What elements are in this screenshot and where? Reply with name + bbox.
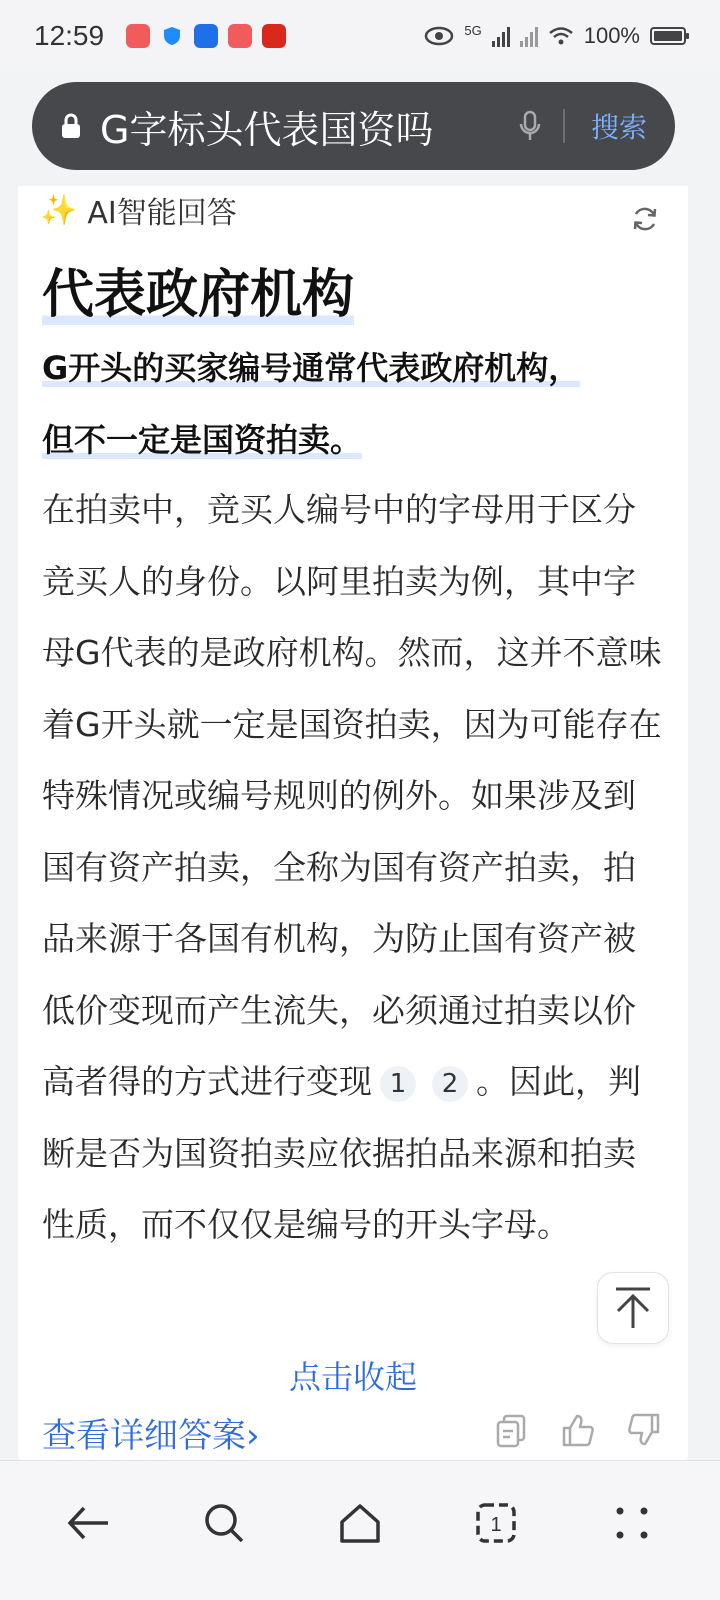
home-icon — [338, 1502, 382, 1544]
search-icon — [203, 1502, 245, 1544]
view-detail-link[interactable] — [42, 1408, 260, 1457]
answer-title — [42, 252, 354, 327]
answer-title-text: 代表政府机构 — [42, 265, 355, 325]
ai-answer-header — [40, 186, 237, 234]
answer-summary — [42, 332, 662, 476]
microphone-icon[interactable] — [519, 110, 541, 142]
citation-badge[interactable]: 2 — [432, 1066, 468, 1102]
red-bag-icon — [126, 24, 150, 48]
lock-icon — [60, 113, 82, 139]
bottom-navigation — [0, 1460, 720, 1600]
answer-body-text: 。因此，判断是否为国资拍卖应依据拍品来源和拍卖性质，而不仅仅是编号的开头字母。 — [42, 1062, 641, 1244]
summary-line: G开头的买家编号通常代表政府机构， — [42, 349, 581, 387]
shield-icon — [160, 24, 184, 48]
eye-icon — [424, 26, 454, 46]
copy-icon[interactable] — [494, 1412, 530, 1448]
signal-icon — [520, 25, 538, 47]
view-detail-label: 查看详细答案 — [42, 1416, 246, 1456]
network-type: 5G — [464, 23, 482, 38]
wifi-icon — [548, 26, 574, 46]
blue-app-icon — [194, 24, 218, 48]
battery-icon — [650, 27, 686, 45]
chevron-right-icon: › — [246, 1416, 260, 1456]
status-time: 12:59 — [34, 20, 105, 51]
search-input[interactable]: G字标头代表国资吗 — [100, 107, 434, 152]
answer-body-text: 在拍卖中，竞买人编号中的字母用于区分竞买人的身份。以阿里拍卖为例，其中字母G代表的是政府机构。然而，这并不意味着G开头就一定是国资拍卖，因为可能存在特殊情况或编号规则的例外。如果涉及到国有资产拍卖，全称为国有资产拍卖，拍品来源于各国有机构，为防止国有资产被低价变现而产生流失，必须通过拍卖以价高者得的方式进行变现 — [42, 490, 662, 1101]
red-app-icon — [262, 24, 286, 48]
divider — [563, 109, 565, 143]
nav-menu-button[interactable] — [602, 1493, 662, 1553]
status-indicators — [424, 23, 686, 49]
svg-text:1: 1 — [490, 1513, 502, 1536]
thumbs-down-icon[interactable] — [626, 1412, 662, 1448]
signal-icon — [492, 25, 510, 47]
dots-menu-icon — [614, 1505, 650, 1541]
citation-badge[interactable]: 1 — [380, 1066, 416, 1102]
tabs-icon — [475, 1502, 517, 1544]
ai-answer-card — [18, 186, 688, 1460]
status-bar — [0, 0, 720, 72]
nav-search-button[interactable] — [194, 1493, 254, 1553]
battery-percent: 100% — [583, 23, 640, 48]
nav-back-button[interactable] — [58, 1493, 118, 1553]
answer-body — [42, 474, 662, 1261]
answer-actions — [494, 1412, 662, 1448]
thumbs-up-icon[interactable] — [560, 1412, 596, 1448]
arrow-up-icon — [613, 1286, 653, 1330]
nav-home-button[interactable] — [330, 1493, 390, 1553]
refresh-icon[interactable] — [630, 204, 660, 234]
search-button[interactable]: 搜索 — [590, 111, 647, 144]
arrow-left-icon — [66, 1505, 110, 1541]
ai-answer-label: AI智能回答 — [87, 196, 237, 231]
back-to-top-button[interactable] — [597, 1272, 669, 1344]
nav-tabs-button[interactable] — [466, 1493, 526, 1553]
collapse-button[interactable]: 点击收起 — [288, 1358, 417, 1396]
search-bar[interactable] — [32, 82, 675, 170]
summary-line: 但不一定是国资拍卖。 — [42, 421, 363, 459]
sparkle-icon: ✨ — [40, 192, 78, 228]
red-bag-icon — [228, 24, 252, 48]
